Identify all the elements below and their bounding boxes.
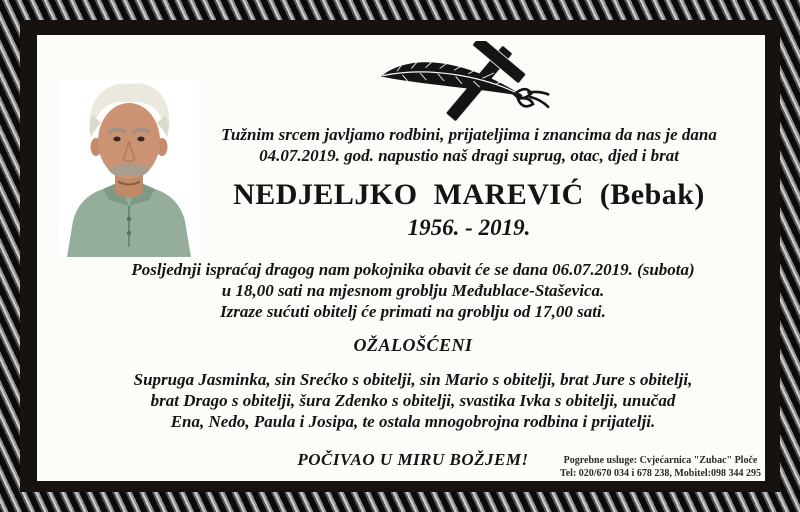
funeral-home-line-1: Pogrebne usluge: Cvjećarnica "Zubac" Ploče	[563, 455, 758, 466]
funeral-home-info	[560, 454, 761, 480]
portrait-photo	[59, 79, 199, 257]
intro-line-2: 04.07.2019. god. napustio naš dragi suprug, otac, djed i brat	[259, 145, 679, 165]
funeral-line-3: Izraze sućuti obitelj će primati na groblju od 17,00 sati.	[220, 301, 606, 321]
life-years: 1956. - 2019.	[407, 214, 531, 240]
funeral-line-2: u 18,00 sati na mjesnom groblju Međublace-Staševica.	[221, 280, 605, 300]
obituary-sheet	[37, 35, 765, 481]
deceased-name: NEDJELJKO MAREVIĆ (Bebak)	[233, 178, 705, 212]
portrait-illustration	[59, 79, 199, 257]
intro-line-1: Tužnim srcem javljamo rodbini, prijateljima i znancima da nas je dana	[221, 125, 717, 144]
black-mat	[20, 20, 780, 492]
intro-text	[187, 125, 751, 166]
funeral-line-1: Posljednji ispraćaj dragog nam pokojnika obavit će se dana 06.07.2019. (subota)	[131, 259, 695, 279]
mourners-heading: OŽALOŠĆENI	[353, 334, 473, 355]
notice-body-section	[37, 260, 765, 470]
mourners-line-3: Ena, Nedo, Paula i Josipa, te ostala mnogobrojna rodbina i prijatelji.	[170, 411, 656, 431]
cross-palm-icon	[187, 41, 751, 121]
funeral-details	[85, 260, 741, 323]
funeral-home-line-2: Tel: 020/670 034 i 678 238, Mobitel:098 344 295	[559, 468, 761, 479]
closing-text: POČIVAO U MIRU BOŽJEM!	[297, 450, 529, 470]
mourners-line-2: brat Drago s obitelji, šura Zdenko s obitelji, svastika Ivka s obitelji, unučad	[150, 390, 676, 410]
mourners-list	[85, 370, 741, 433]
mourners-line-1: Supruga Jasminka, sin Srećko s obitelji, sin Mario s obitelji, brat Jure s obitelji,	[133, 369, 693, 389]
